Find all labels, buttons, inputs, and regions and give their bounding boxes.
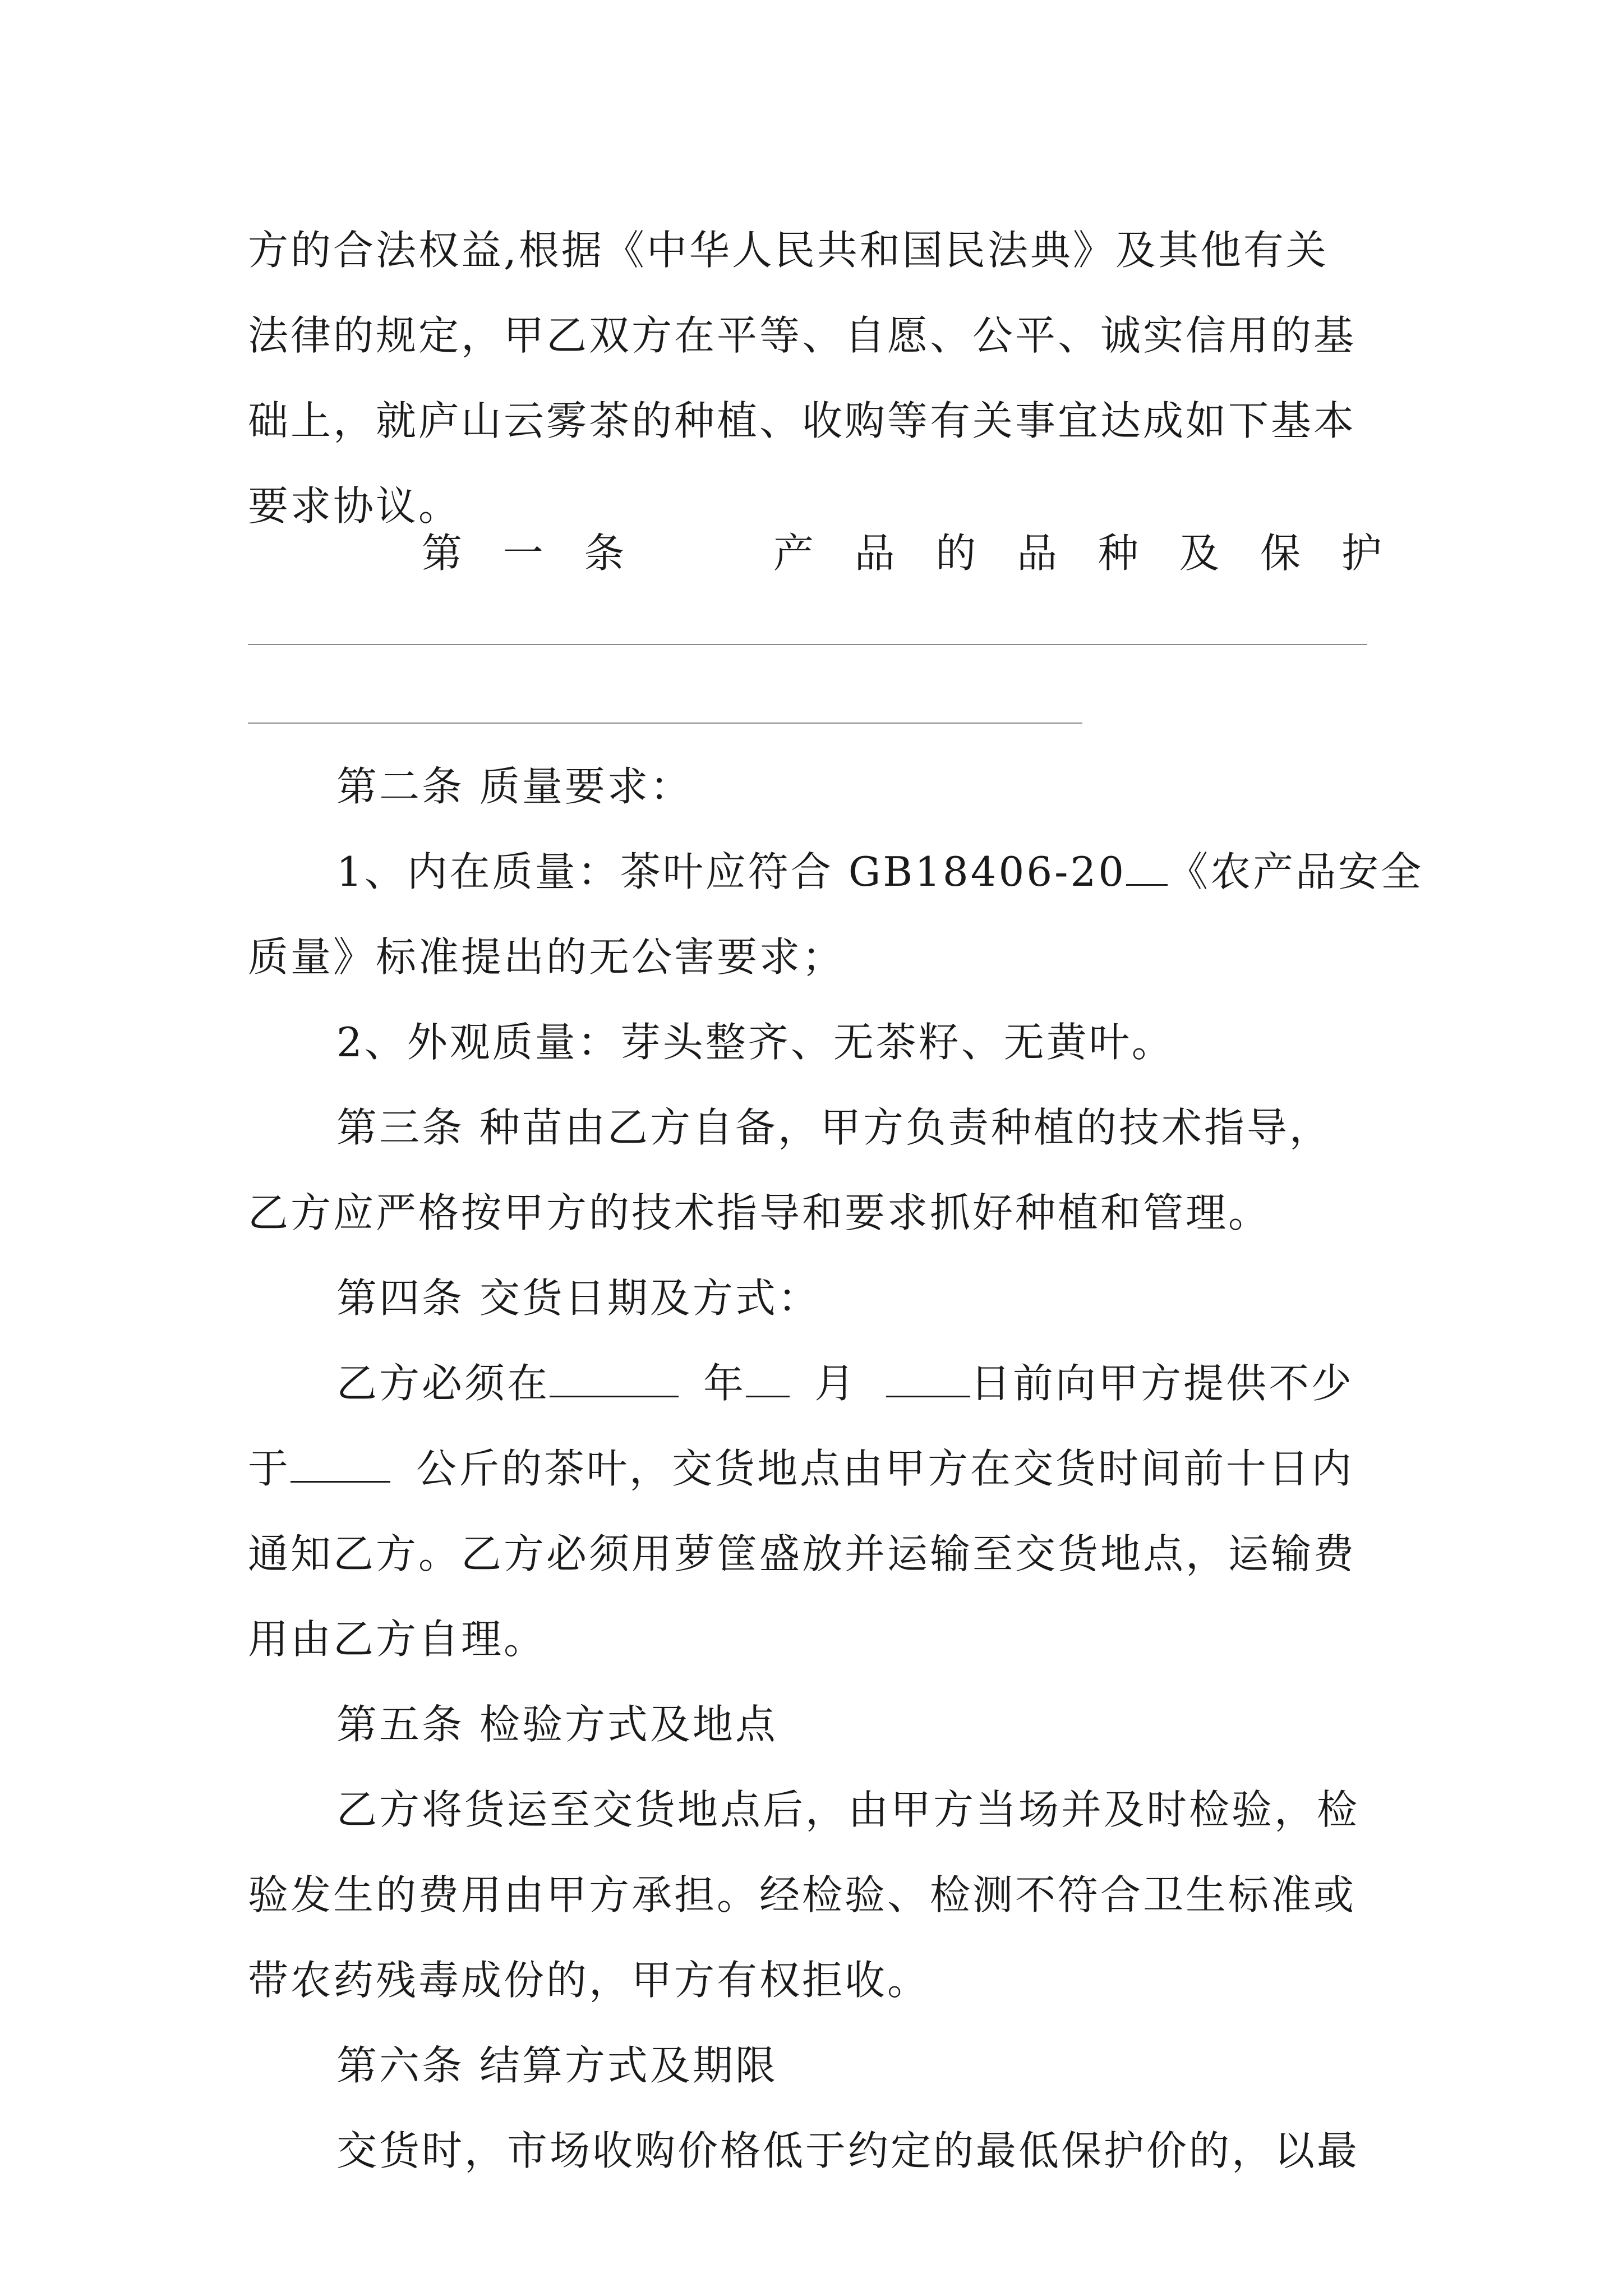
article-4-line: 用由乙方自理。 xyxy=(248,1616,547,1663)
heading-char: 一 xyxy=(502,530,543,577)
heading-char: 种 xyxy=(1098,530,1138,577)
paragraph-line: 法律的规定，甲乙双方在平等、自愿、公平、诚实信用的基 xyxy=(248,312,1357,359)
article-6-line: 交货时，市场收购价格低于约定的最低保护价的，以最 xyxy=(336,2127,1360,2174)
heading-char: 的 xyxy=(935,530,976,577)
heading-char: 品 xyxy=(1017,530,1058,577)
article-5-line: 乙方将货运至交货地点后，由甲方当场并及时检验，检 xyxy=(336,1786,1360,1833)
quantity-blank xyxy=(291,1448,390,1483)
article-1-heading xyxy=(422,510,1382,596)
article-2-item-1: 1、内在质量：茶叶应符合 GB18406-20 《农产品安全 xyxy=(336,848,1424,895)
fill-in-rule xyxy=(248,723,1082,724)
article-6-title: 第六条 结算方式及期限 xyxy=(336,2042,778,2089)
article-3-line: 第三条 种苗由乙方自备，甲方负责种植的技术指导， xyxy=(336,1104,1332,1151)
article-4-line: 乙方必须在 年 月 日前向甲方提供不少 xyxy=(336,1360,1354,1407)
article-2-item-1-cont: 质量》标准提出的无公害要求； xyxy=(248,933,845,981)
article-3-line: 乙方应严格按甲方的技术指导和要求抓好种植和管理。 xyxy=(248,1189,1271,1236)
heading-char: 产 xyxy=(773,530,814,577)
fill-in-rule xyxy=(248,644,1367,645)
heading-char: 护 xyxy=(1341,530,1382,577)
year-blank xyxy=(1126,852,1168,886)
paragraph-line: 方的合法权益,根据《中华人民共和国民法典》及其他有关 xyxy=(248,227,1329,274)
heading-gap xyxy=(665,510,732,596)
month-blank xyxy=(746,1363,790,1397)
heading-char: 保 xyxy=(1260,530,1301,577)
heading-char: 条 xyxy=(584,530,625,577)
article-4-line: 于 公斤的茶叶，交货地点由甲方在交货时间前十日内 xyxy=(248,1445,1354,1492)
article-4-title: 第四条 交货日期及方式： xyxy=(336,1274,820,1322)
article-2-item-2: 2、外观质量：芽头整齐、无茶籽、无黄叶。 xyxy=(336,1019,1174,1066)
heading-char: 及 xyxy=(1179,530,1220,577)
paragraph-line: 要求协议。 xyxy=(248,482,462,530)
paragraph-line: 础上，就庐山云雾茶的种植、收购等有关事宜达成如下基本 xyxy=(248,397,1357,444)
article-5-line: 带农药残毒成份的，甲方有权拒收。 xyxy=(248,1957,930,2004)
day-blank xyxy=(886,1363,970,1397)
article-2-title: 第二条 质量要求： xyxy=(336,763,693,810)
article-4-line: 通知乙方。乙方必须用萝筐盛放并运输至交货地点，运输费 xyxy=(248,1530,1357,1577)
heading-char: 第 xyxy=(422,530,463,577)
article-5-title: 第五条 检验方式及地点 xyxy=(336,1701,778,1748)
heading-char: 品 xyxy=(854,530,895,577)
article-5-line: 验发生的费用由甲方承担。经检验、检测不符合卫生标准或 xyxy=(248,1871,1357,1918)
year-blank xyxy=(550,1363,679,1397)
